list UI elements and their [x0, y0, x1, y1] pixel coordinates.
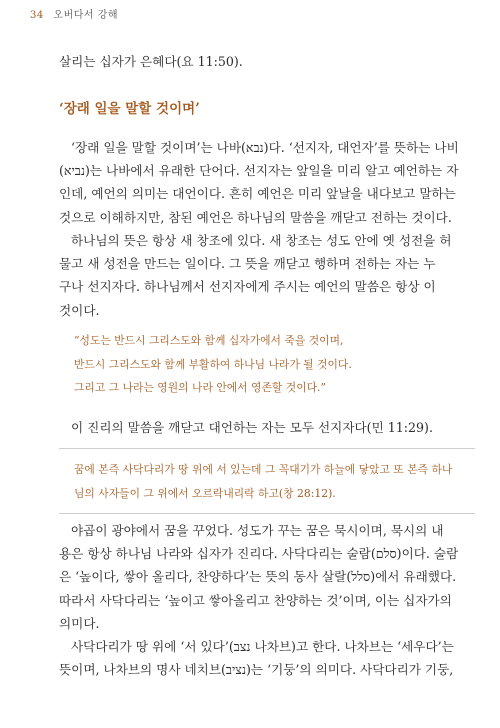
block-quote	[74, 329, 464, 400]
text-line: 사닥다리가 땅 위에 ‘서 있다’(נצב 나차브)고 한다. 나차브는 ‘세우다’는	[71, 639, 454, 654]
text-line: 용은 항상 하나님 나라와 십자가 진리다. 사닥다리는 술람(סלם)이다. 술람	[59, 546, 459, 562]
section-heading: ‘장래 일을 말할 것이며’	[59, 101, 200, 117]
text-line: 이 진리의 말씀을 깨닫고 대언하는 자는 모두 선지자다(민 11:29).	[71, 420, 433, 435]
text-line: 살리는 십자가 은혜다(요 11:50).	[59, 54, 243, 69]
text-line: 따라서 사닥다리는 ‘높이고 쌓아올리고 찬양하는 것’이며, 이는 십자가의	[59, 592, 452, 608]
text-line: 것이다.	[59, 302, 100, 318]
paragraph-1	[59, 136, 465, 229]
text-line: 인데, 예언의 의미는 대언이다. 흔히 예언은 미리 앞날을 내다보고 말하는	[59, 186, 456, 202]
text-line: 것으로 이해하지만, 참된 예언은 하나님의 말씀을 깨닫고 전하는 것이다.	[59, 209, 452, 225]
text-line: 구나 선지자다. 하나님께서 선지자에게 주시는 예언의 말씀은 항상 이	[59, 279, 436, 295]
paragraph-5	[59, 635, 465, 681]
text-line: 의미다.	[59, 615, 100, 631]
quote-line: 그리고 그 나라는 영원의 나라 안에서 영존할 것이다.”	[74, 381, 326, 394]
quote-line: “성도는 반드시 그리스도와 함께 십자가에서 죽을 것이며,	[74, 334, 344, 347]
text-line: (נביא)는 나바에서 유래한 단어다. 선지자는 앞일을 미리 알고 예언하는 자	[59, 163, 459, 179]
running-head	[30, 6, 118, 21]
paragraph-3	[59, 416, 465, 439]
quote-line: 반드시 그리스도와 함께 부활하여 하나님 나라가 될 것이다.	[74, 357, 352, 371]
text-line: 야곱이 광야에서 꿈을 꾸었다. 성도가 꾸는 꿈은 묵시이며, 묵시의 내	[71, 523, 444, 538]
scripture-verse	[74, 458, 474, 505]
text-line: 물고 새 성전을 만드는 일이다. 그 뜻을 깨닫고 행하며 전하는 자는 누	[59, 256, 436, 272]
paragraph-4	[59, 519, 465, 635]
book-title: 오버다서 강해	[53, 10, 119, 21]
text-line: 하나님의 뜻은 항상 새 창조에 있다. 새 창조는 성도 안에 옛 성전을 허	[71, 233, 452, 248]
page-number: 34	[30, 10, 44, 21]
divider	[59, 513, 475, 514]
text-line: ‘장래 일을 말할 것이며’는 나바(נבא)다. ‘선지자, 대언자’를 뜻하는 나비	[71, 140, 459, 155]
text-line: 뜻이며, 나차브의 명사 네치브(נציב)는 ‘기둥’의 의미다. 사닥다리가 기둥,	[59, 662, 454, 678]
verse-line: 님의 사자들이 그 위에서 오르락내리락 하고(창 28:12).	[74, 486, 336, 500]
verse-line: 꿈에 본즉 사닥다리가 땅 위에 서 있는데 그 꼭대기가 하늘에 닿았고 또 본즉 하나	[74, 463, 453, 476]
intro-paragraph	[59, 50, 465, 73]
divider	[59, 448, 475, 449]
text-line: 은 ‘높이다, 쌓아 올리다, 찬양하다’는 뜻의 동사 살랄(סלל)에서 유래했다.	[59, 569, 457, 585]
paragraph-2	[59, 229, 465, 322]
